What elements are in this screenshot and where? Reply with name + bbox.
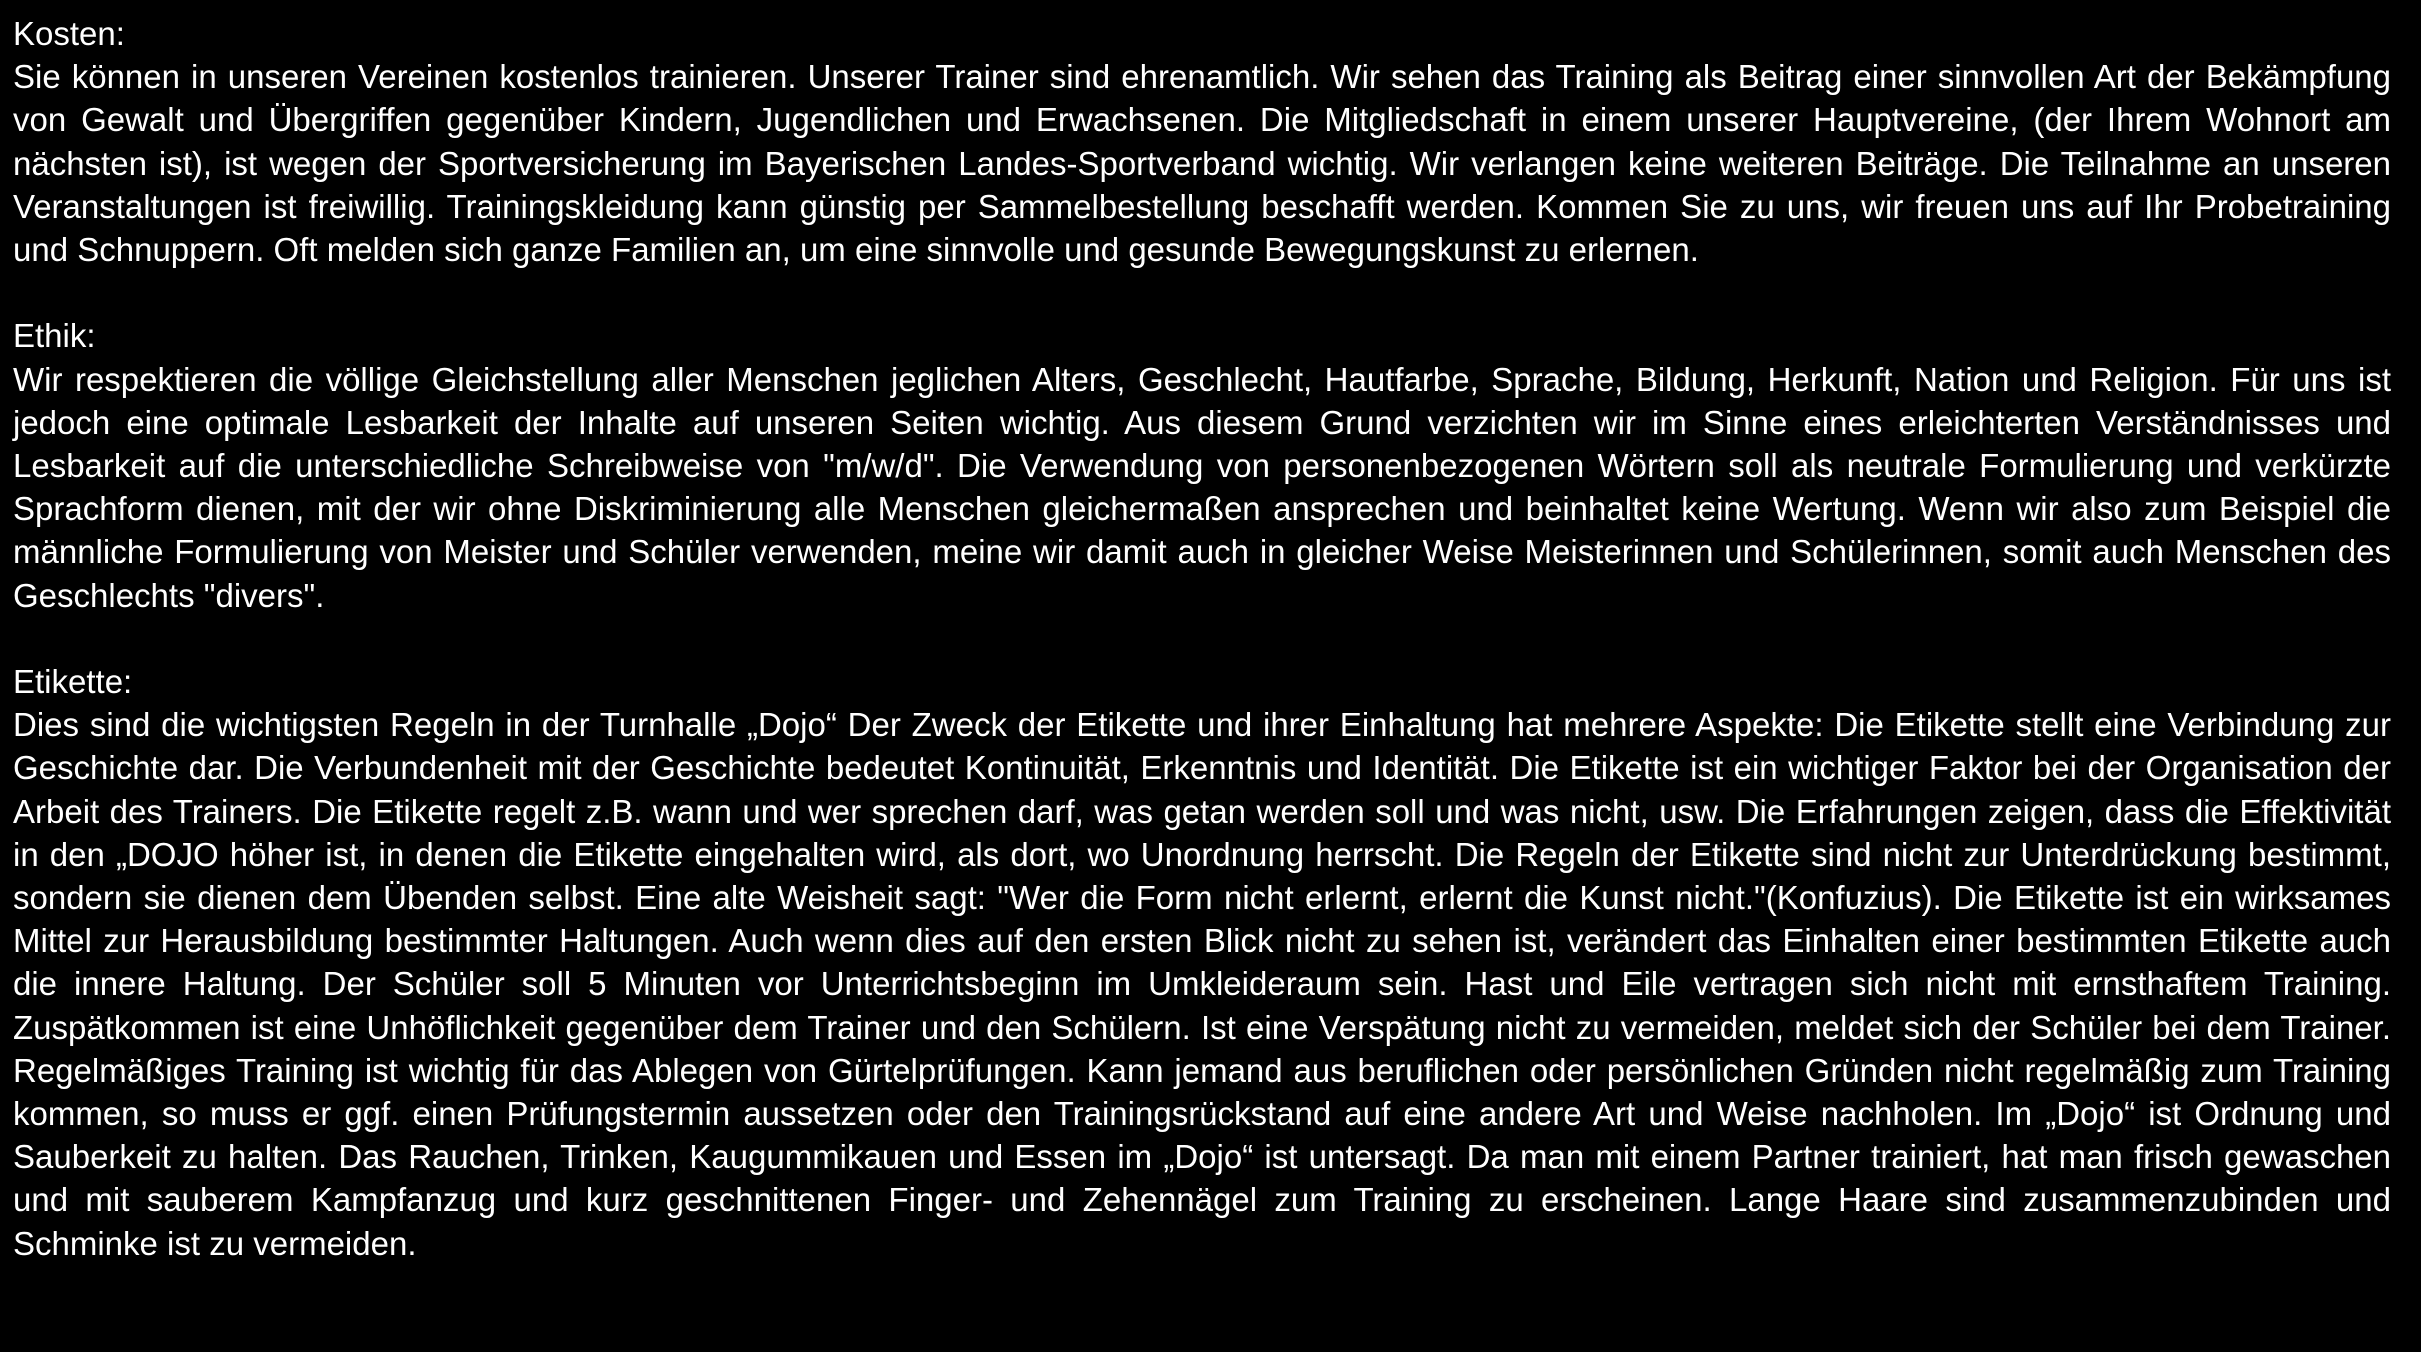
section-kosten xyxy=(13,12,2391,271)
section-etikette xyxy=(13,660,2391,1265)
section-title-etikette: Etikette: xyxy=(13,663,133,701)
section-body-ethik: Wir respektieren die völlige Gleichstellung aller Menschen jeglichen Alters, Geschlecht, Hautfarbe, Sprache, Bildung, Herkunft, Nation und Religion. Für uns ist jedoch eine optimale Lesbarkeit der Inhalte auf unseren Seiten wichtig. Aus diesem Grund verzichten wir im Sinne eines erleichterten Verständnisses und Lesbarkeit auf die unterschiedliche Schreibweise von "m/w/d". Die Verwendung von personenbezogenen Wörtern soll als neutrale Formulierung und verkürzte Sprachform dienen, mit der wir ohne Diskriminierung alle Menschen gleichermaßen ansprechen und beinhaltet keine Wertung. Wenn wir also zum Beispiel die männliche Formulierung von Meister und Schüler verwenden, meine wir damit auch in gleicher Weise Meisterinnen und Schülerinnen, somit auch Menschen des Geschlechts "divers". xyxy=(13,360,2391,614)
section-title-kosten: Kosten: xyxy=(13,15,125,52)
section-body-kosten: Sie können in unseren Vereinen kostenlos trainieren. Unserer Trainer sind ehrenamtlich. Wir sehen das Training als Beitrag einer sinnvollen Art der Bekämpfung von Gewalt und Übergriffen gegenüber Kindern, Jugendlichen und Erwachsenen. Die Mitgliedschaft in einem unserer Hauptvereine, (der Ihrem Wohnort am nächsten ist), ist wegen der Sportversicherung im Bayerischen Landes-Sportverband wichtig. Wir verlangen keine weiteren Beiträge. Die Teilnahme an unseren Veranstaltungen ist freiwillig. Trainingskleidung kann günstig per Sammelbestellung beschafft werden. Kommen Sie zu uns, wir freuen uns auf Ihr Probetraining und Schnuppern. Oft melden sich ganze Familien an, um eine sinnvolle und gesunde Bewegungskunst zu erlernen. xyxy=(13,58,2391,269)
section-title-ethik: Ethik: xyxy=(13,317,96,355)
section-body-etikette: Dies sind die wichtigsten Regeln in der Turnhalle „Dojo“ Der Zweck der Etikette und ihrer Einhaltung hat mehrere Aspekte: Die Etikette stellt eine Verbindung zur Geschichte dar. Die Verbundenheit mit der Geschichte bedeutet Kontinuität, Erkenntnis und Identität. Die Etikette ist ein wichtiger Faktor bei der Organisation der Arbeit des Trainers. Die Etikette regelt z.B. wann und wer sprechen darf, was getan werden soll und was nicht, usw. Die Erfahrungen zeigen, dass die Effektivität in den „DOJO höher ist, in denen die Etikette eingehalten wird, als dort, wo Unordnung herrscht. Die Regeln der Etikette sind nicht zur Unterdrückung bestimmt, sondern sie dienen dem Übenden selbst. Eine alte Weisheit sagt: "Wer die Form nicht erlernt, erlernt die Kunst nicht."(Konfuzius). Die Etikette ist ein wirksames Mittel zur Herausbildung bestimmter Haltungen. Auch wenn dies auf den ersten Blick nicht zu sehen ist, verändert das Einhalten einer bestimmten Etikette auch die innere Haltung. Der Schüler soll 5 Minuten vor Unterrichtsbeginn im Umkleideraum sein. Hast und Eile vertragen sich nicht mit ernsthaftem Training. Zuspätkommen ist eine Unhöflichkeit gegenüber dem Trainer und den Schülern. Ist eine Verspätung nicht zu vermeiden, meldet sich der Schüler bei dem Trainer. Regelmäßiges Training ist wichtig für das Ablegen von Gürtelprüfungen. Kann jemand aus beruflichen oder persönlichen Gründen nicht regelmäßig zum Training kommen, so muss er ggf. einen Prüfungstermin aussetzen oder den Trainingsrückstand auf eine andere Art und Weise nachholen. Im „Dojo“ ist Ordnung und Sauberkeit zu halten. Das Rauchen, Trinken, Kaugummikauen und Essen im „Dojo“ ist untersagt. Da man mit einem Partner trainiert, hat man frisch gewaschen und mit sauberem Kampfanzug und kurz geschnittenen Finger- und Zehennägel zum Training zu erscheinen. Lange Haare sind zusammenzubinden und Schminke ist zu vermeiden. xyxy=(13,706,2391,1262)
section-ethik xyxy=(13,314,2391,616)
